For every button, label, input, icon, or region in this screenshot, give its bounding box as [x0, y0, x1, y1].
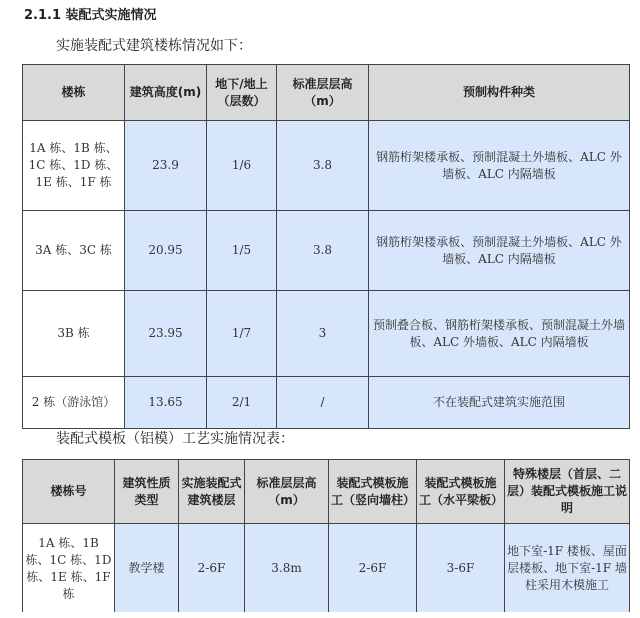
table-row	[23, 121, 630, 211]
cell-floors: 2/1	[207, 377, 277, 429]
header-cell: 建筑高度(m)	[125, 65, 207, 121]
cell-height: 23.95	[125, 291, 207, 377]
cell-floors: 1/6	[207, 121, 277, 211]
header-cell: 装配式模板施工（竖向墙柱）	[329, 460, 417, 524]
cell-floors: 1/5	[207, 211, 277, 291]
table-row	[23, 211, 630, 291]
formwork-table	[22, 459, 630, 614]
cell-components: 不在装配式建筑实施范围	[369, 377, 630, 429]
cell-height: 13.65	[125, 377, 207, 429]
cell-building: 3B 栋	[23, 291, 125, 377]
header-cell: 标准层层高（m）	[277, 65, 369, 121]
cell-vertical: 2-6F	[329, 524, 417, 614]
cell-height: 23.9	[125, 121, 207, 211]
header-cell: 预制构件种类	[369, 65, 630, 121]
cell-horizontal: 3-6F	[417, 524, 505, 614]
header-cell: 建筑性质类型	[115, 460, 179, 524]
intro-text: 实施装配式建筑楼栋情况如下：	[56, 38, 252, 54]
cell-type: 教学楼	[115, 524, 179, 614]
section-heading: 2.1.1 装配式实施情况	[24, 8, 157, 23]
cell-components: 钢筋桁架楼承板、预制混凝土外墙板、ALC 外墙板、ALC 内隔墙板	[369, 211, 630, 291]
header-cell: 楼栋	[23, 65, 125, 121]
cell-floor-height: 3	[277, 291, 369, 377]
cell-components: 预制叠合板、钢筋桁架楼承板、预制混凝土外墙板、ALC 外墙板、ALC 内隔墙板	[369, 291, 630, 377]
cell-building: 3A 栋、3C 栋	[23, 211, 125, 291]
cell-floors: 1/7	[207, 291, 277, 377]
cell-floor-height: 3.8	[277, 121, 369, 211]
cell-special: 地下室-1F 楼板、屋面层楼板、地下室-1F 墙柱采用木模施工	[505, 524, 630, 614]
cell-floor-height: 3.8	[277, 211, 369, 291]
table-row	[23, 377, 630, 429]
header-cell: 特殊楼层（首层、二层）装配式模板施工说明	[505, 460, 630, 524]
header-cell: 地下/地上（层数）	[207, 65, 277, 121]
cell-building: 2 栋（游泳馆）	[23, 377, 125, 429]
header-cell: 实施装配式建筑楼层	[179, 460, 245, 524]
header-cell: 楼栋号	[23, 460, 115, 524]
table-header-row	[23, 65, 630, 121]
table-row	[23, 524, 630, 614]
cell-height: 20.95	[125, 211, 207, 291]
header-cell: 标准层层高（m）	[245, 460, 329, 524]
formwork-text: 装配式模板（铝模）工艺实施情况表：	[56, 431, 294, 447]
cell-building: 1A 栋、1B 栋、1C 栋、1D 栋、1E 栋、1F 栋	[23, 121, 125, 211]
header-cell: 装配式模板施工（水平梁板）	[417, 460, 505, 524]
cell-components: 钢筋桁架楼承板、预制混凝土外墙板、ALC 外墙板、ALC 内隔墙板	[369, 121, 630, 211]
cell-floor-height: /	[277, 377, 369, 429]
building-table	[22, 64, 630, 429]
table-header-row	[23, 460, 630, 524]
cell-floors: 2-6F	[179, 524, 245, 614]
cell-building: 1A 栋、1B 栋、1C 栋、1D 栋、1E 栋、1F 栋	[23, 524, 115, 614]
cell-floor-height: 3.8m	[245, 524, 329, 614]
page-cutoff	[0, 612, 640, 618]
table-row	[23, 291, 630, 377]
